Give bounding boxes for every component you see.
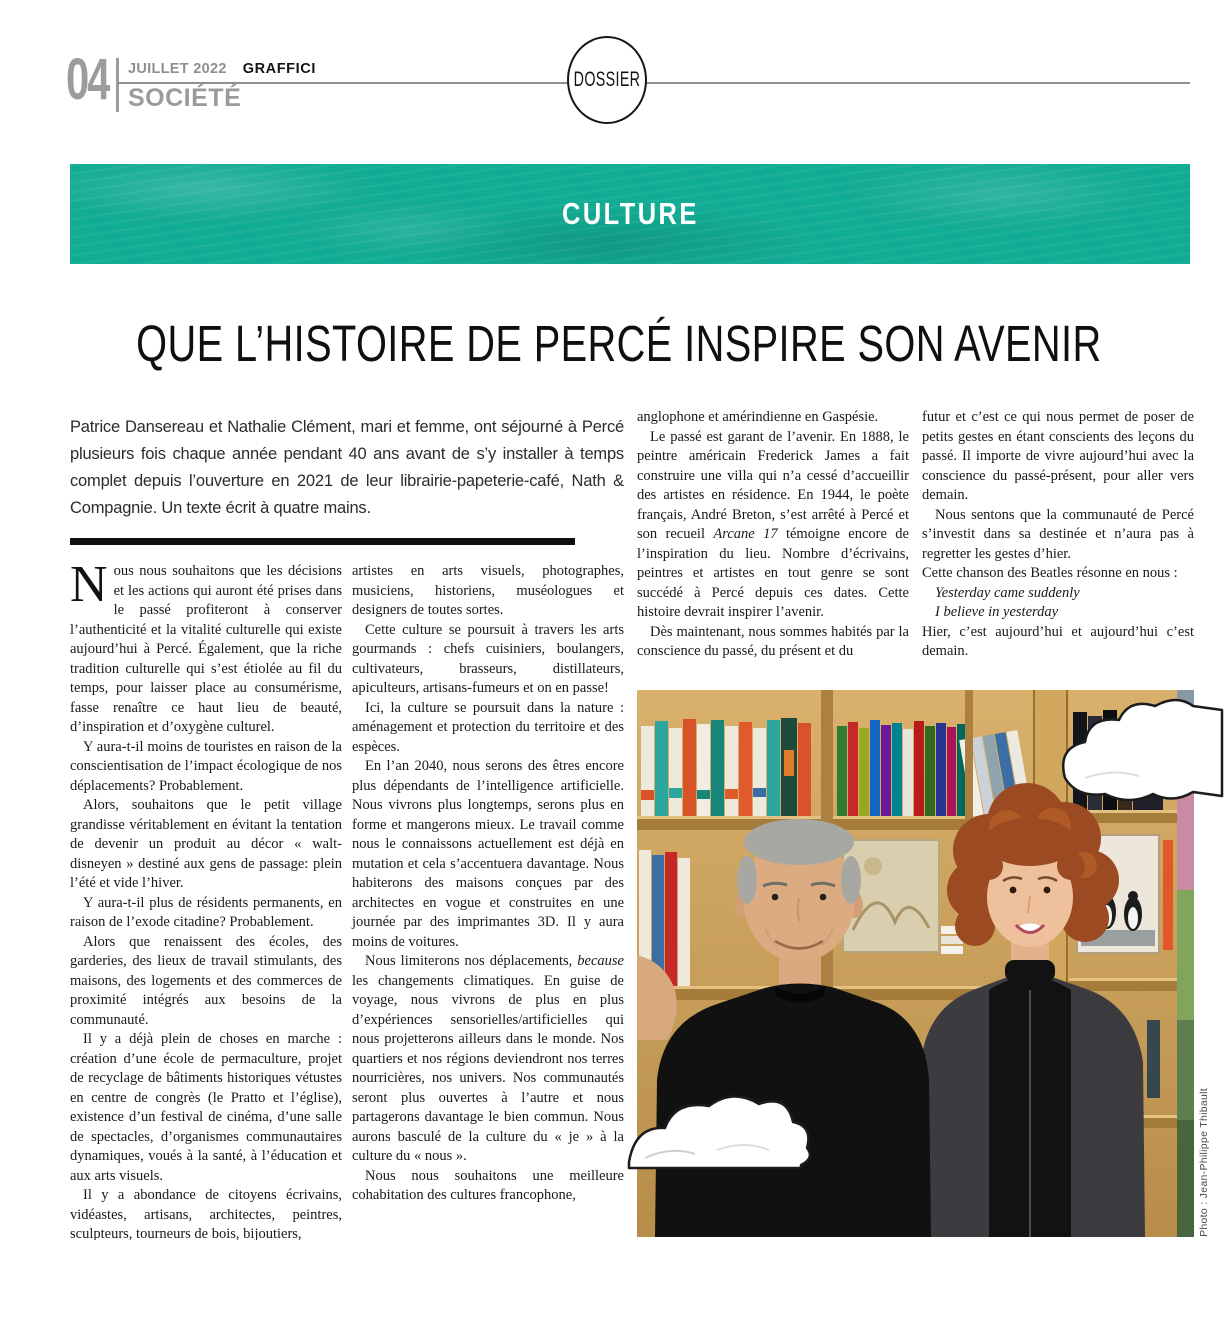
masthead-rule <box>118 82 1190 84</box>
dossier-badge <box>567 36 647 124</box>
article-paragraph: Nous sentons que la communauté de Percé s’investit dans sa destinée et n’aura pas à regretter les gestes d’hier. <box>922 506 1194 562</box>
headline-wrap <box>0 315 1228 372</box>
article-paragraph: Alors, souhaitons que le petit village grandisse véritablement en évitant la tentation de devenir un produit au décor « walt-disneyen » destiné aux gens de passage: plein l’été et vide l’hiver. <box>70 797 342 891</box>
culture-banner <box>70 164 1190 264</box>
page-number: 04 <box>66 47 109 112</box>
bookstore-photo <box>637 690 1194 1237</box>
magazine-page <box>0 47 1228 1327</box>
lead-divider-rule <box>70 538 575 545</box>
article-paragraph: Alors que renaissent des écoles, des garderies, des lieux de travail stimulants, des maisons, des logements et des commerces de proximité intégrés aux besoins de la communauté. <box>70 933 342 1028</box>
article-column-3 <box>637 408 909 674</box>
masthead-dateline <box>128 61 316 77</box>
article-paragraph: Y aura-t-il plus de résidents permanents, en raison de l’exode citadine? Probablement. <box>70 894 342 930</box>
drop-cap: N <box>70 562 108 613</box>
article-paragraph: En l’an 2040, nous serons des êtres encore plus dépendants de l’intelligence artificielle. Nous vivrons plus longtemps, serons plus en forme et mangerons mieux. Le travail comme nous le connaissons actuellement est déjà en mutation et cela s’accentuera davantage. Nous habiterons des maisons conçues par des architectes en vogue et construites en une journée par des imprimantes 3D. Il y aura moins de voitures. <box>352 758 624 950</box>
article-paragraph: Cette culture se poursuit à travers les arts gourmands : chefs cuisiniers, boulangers, cultivateurs, brasseurs, distillateurs, apiculteurs, artisans-fumeurs et on en passe! <box>352 621 624 696</box>
article-paragraph: I believe in yesterday <box>935 604 1059 620</box>
article-paragraph: Yesterday came suddenly <box>935 584 1080 601</box>
article-column-2 <box>352 562 624 1240</box>
photo-wrap <box>637 690 1210 1237</box>
article-column-1 <box>70 562 342 1240</box>
left-columns <box>70 562 624 1240</box>
article-paragraph: Nous limiterons nos déplacements, because les changements climatiques. En guise de voyage, nous vivrons de plus en plus d’expériences sensorielles/artificielles qui nous projetterons ailleurs dans le monde. Nos quartiers et nos régions deviendront nos terres nourricières, nos univers. Nos communautés seront plus ouvertes à l’autre et nous partagerons davantage le bien commun. Nous aurons basculé de la culture du « je » à la culture du « nous ». <box>352 953 624 1164</box>
masthead <box>66 47 1190 116</box>
article-headline: QUE L’HISTOIRE DE PERCÉ INSPIRE SON AVENIR <box>136 315 1102 372</box>
article-paragraph: Il y a déjà plein de choses en marche : création d’une école de permaculture, projet de recyclage de bâtiments historiques vétustes en centre de congrès (le Pratto et l’église), existence d’un festival de cinéma, d’une salle de spectacles, d’organismes communautaires dynamiques, voués à la santé, à l’éducation et aux arts visuels. <box>70 1031 342 1184</box>
article-paragraph: Ici, la culture se poursuit dans la nature : aménagement et protection du territoire et des espèces. <box>352 699 624 755</box>
article-paragraph: Hier, c’est aujourd’hui et aujourd’hui c’est demain. <box>922 623 1194 659</box>
article-paragraph: artistes en arts visuels, photographes, musiciens, historiens, muséologues et designers de toutes sortes. <box>352 563 624 618</box>
section-label: SOCIÉTÉ <box>128 84 242 112</box>
article-paragraph: Le passé est garant de l’avenir. En 1888, le peintre américain Frederick James a fait construire une villa qui n’a cessé d’accueillir des artistes en résidence. En 1944, le poète français, André Breton, s’est arrêté à Percé et son recueil Arcane 17 témoigne encore de l’inspiration du lieu. Nombre d’écrivains, peintres et artistes en tout genre se sont succédé à Percé depuis ces dates. Cette histoire devrait inspirer l’avenir. <box>637 428 909 620</box>
article-body <box>70 404 1210 1240</box>
article-paragraph: Nous nous souhaitons que les décisions et les actions qui auront été prises dans le passé profiteront à conserver l’authenticité et la vitalité culturelle qui existe aujourd’hui à Percé. Également, que la riche tradition culturelle qui s’est étiolée au fil du temps, pour laisser place au consumérisme, fasse renaître ce haut lieu de beauté, d’inspiration et d’oxygène culturel. <box>70 562 342 735</box>
article-paragraph: anglophone et amérindienne en Gaspésie. <box>637 409 879 425</box>
dossier-badge-label: DOSSIER <box>573 68 641 91</box>
masthead-divider <box>116 58 119 112</box>
photo-credit: Photo : Jean-Philippe Thibault <box>1198 1088 1210 1237</box>
article-paragraph: Dès maintenant, nous sommes habités par la conscience du passé, du présent et du <box>637 623 909 659</box>
article-paragraph: futur et c’est ce qui nous permet de poser de petits gestes en étant conscients des leçons du passé. Il importe de vivre aujourd’hui avec la conscience du passé-présent, pour aller vers demain. <box>922 409 1194 503</box>
article-paragraph: Nous nous souhaitons une meilleure cohabitation des cultures francophone, <box>352 1167 624 1203</box>
article-paragraph: Y aura-t-il moins de touristes en raison de la conscientisation de l’impact écologique de nos déplacements? Probablement. <box>70 738 342 794</box>
issue-date: JUILLET 2022 <box>128 61 227 77</box>
culture-banner-label: CULTURE <box>561 196 699 231</box>
left-half <box>70 404 624 1240</box>
article-column-4 <box>922 408 1194 674</box>
right-half <box>637 408 1210 1237</box>
article-paragraph: Il y a abondance de citoyens écrivains, vidéastes, artisans, architectes, peintres, sculpteurs, tourneurs de bois, bijoutiers, <box>70 1187 342 1240</box>
publication-name: GRAFFICI <box>242 61 316 77</box>
article-paragraph: Cette chanson des Beatles résonne en nous : <box>922 565 1178 581</box>
article-lead: Patrice Dansereau et Nathalie Clément, mari et femme, ont séjourné à Percé plusieurs fois chaque année pendant 40 ans avant de s’y installer à temps complet depuis l’ouverture en 2021 de leur librairie-papeterie-café, Nath & Compagnie. Un texte écrit à quatre mains. <box>70 418 624 517</box>
right-columns <box>637 408 1194 674</box>
